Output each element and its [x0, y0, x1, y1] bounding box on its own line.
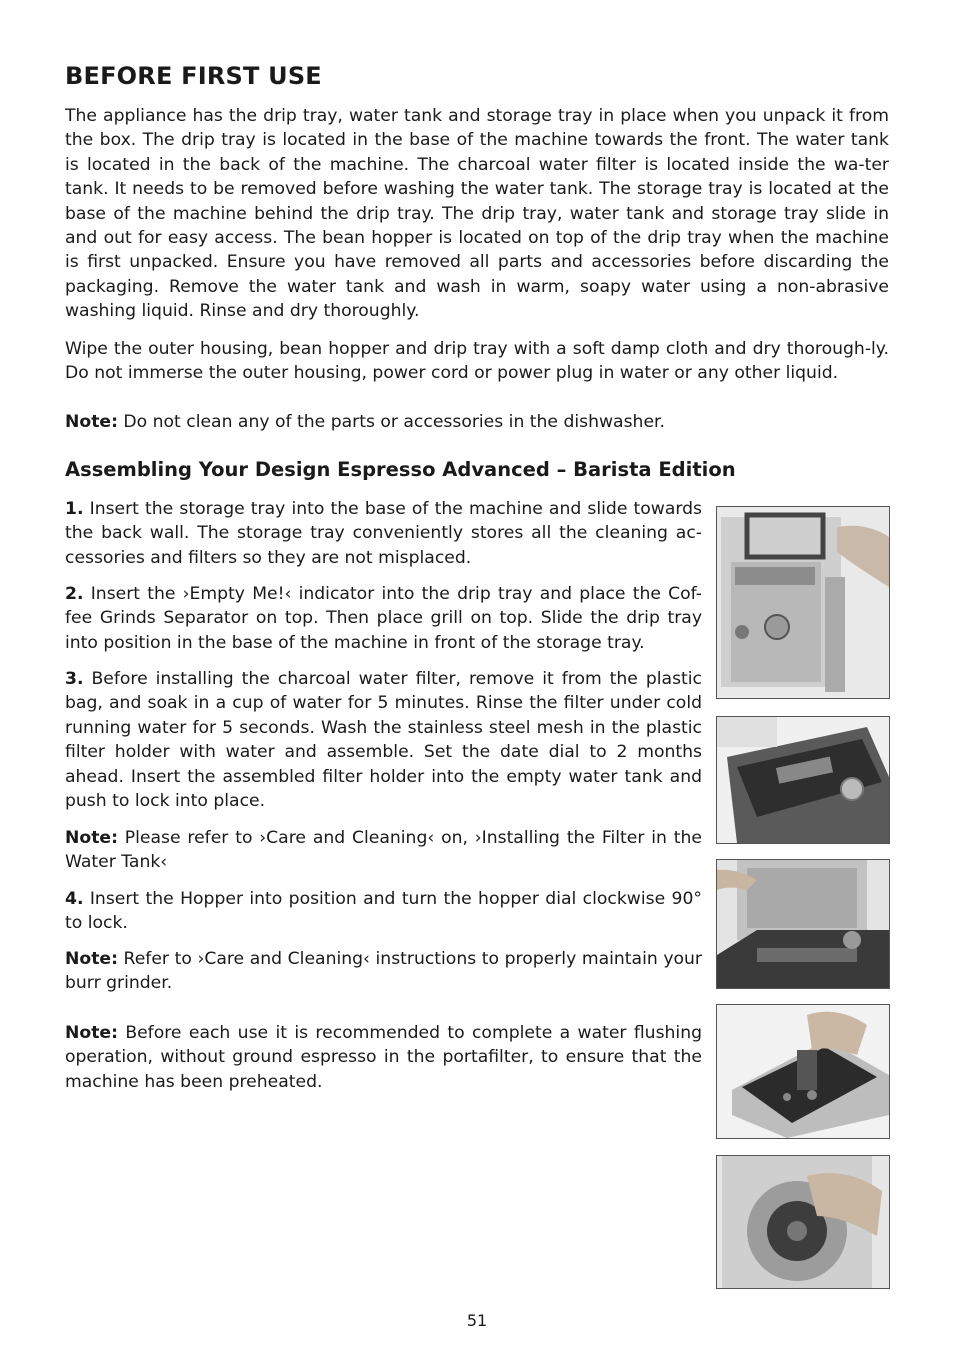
- note-text: Before each use it is recommended to complete a water flushing operation, without ground espresso in the portafilter, to ensure that the machine has been preheated.: [65, 1023, 702, 1092]
- intro-paragraph-1: The appliance has the drip tray, water tank and storage tray in place when you unpack it from the box. The drip tray is located in the base of the machine towards the front. The water tank is located in the back of the machine. The charcoal water filter is located inside the wa-ter tank. It needs to be removed before washing the water tank. The storage tray is located at the base of the machine behind the drip tray. The drip tray, water tank and storage tray slide in and out for easy access. The bean hopper is located on top of the drip tray when the machine is first unpacked. Ensure you have removed all parts and accessories before discarding the packaging. Remove the water tank and wash in warm, soapy water using a non-abrasive washing liquid. Rinse and dry thoroughly.: [65, 106, 889, 322]
- step-3: [65, 667, 702, 813]
- filter-holder-photo: [716, 1004, 890, 1139]
- note-label: Note:: [65, 1023, 118, 1043]
- water-tank-photo: [716, 506, 890, 699]
- note-text: Please refer to ›Care and Cleaning‹ on, ›Installing the Filter in the Water Tank‹: [65, 828, 702, 873]
- page-number: 51: [466, 1311, 488, 1330]
- step-label: 1.: [65, 499, 84, 519]
- dishwasher-note: [65, 410, 665, 434]
- note-text: Do not clean any of the parts or accessories in the dishwasher.: [117, 412, 665, 432]
- drip-tray-photo: [716, 859, 890, 989]
- step-label: 4.: [65, 889, 84, 909]
- note-label: Note:: [65, 949, 118, 969]
- grinder-note: [65, 947, 702, 996]
- note-text: Refer to ›Care and Cleaning‹ instructions to properly maintain your burr grinder.: [65, 949, 702, 994]
- filter-note: [65, 826, 702, 875]
- step-text: Insert the ›Empty Me!‹ indicator into the drip tray and place the Cof-fee Grinds Separator on top. Then place grill on top. Slide the drip tray into position in the base of the machine in front of the storage tray.: [65, 584, 702, 653]
- intro-paragraph-2: Wipe the outer housing, bean hopper and drip tray with a soft damp cloth and dry thorough-ly. Do not immerse the outer housing, power cord or power plug in water or any other liquid.: [65, 339, 889, 384]
- section-subheading: Assembling Your Design Espresso Advanced – Barista Edition: [65, 458, 736, 481]
- step-2: [65, 582, 702, 655]
- step-text: Insert the storage tray into the base of the machine and slide towards the back wall. The storage tray conveniently stores all the cleaning ac-cessories and filters so they are not misplaced.: [65, 499, 702, 568]
- preheat-note: [65, 1021, 702, 1094]
- step-1: [65, 497, 702, 570]
- step-text: Insert the Hopper into position and turn the hopper dial clockwise 90° to lock.: [65, 889, 702, 934]
- storage-tray-photo: [716, 716, 890, 844]
- note-label: Note:: [65, 412, 118, 432]
- step-label: 2.: [65, 584, 84, 604]
- step-text: Before installing the charcoal water filter, remove it from the plastic bag, and soak in a cup of water for 5 minutes. Rinse the filter under cold running water for 5 seconds. Wash the stainless steel mesh in the plastic filter holder with water and assemble. Set the date dial to 2 months ahead. Insert the assembled filter holder into the empty water tank and push to lock into place.: [65, 669, 702, 812]
- page-title: BEFORE FIRST USE: [65, 62, 322, 90]
- note-label: Note:: [65, 828, 118, 848]
- step-4: [65, 887, 702, 936]
- hopper-photo: [716, 1155, 890, 1289]
- step-label: 3.: [65, 669, 84, 689]
